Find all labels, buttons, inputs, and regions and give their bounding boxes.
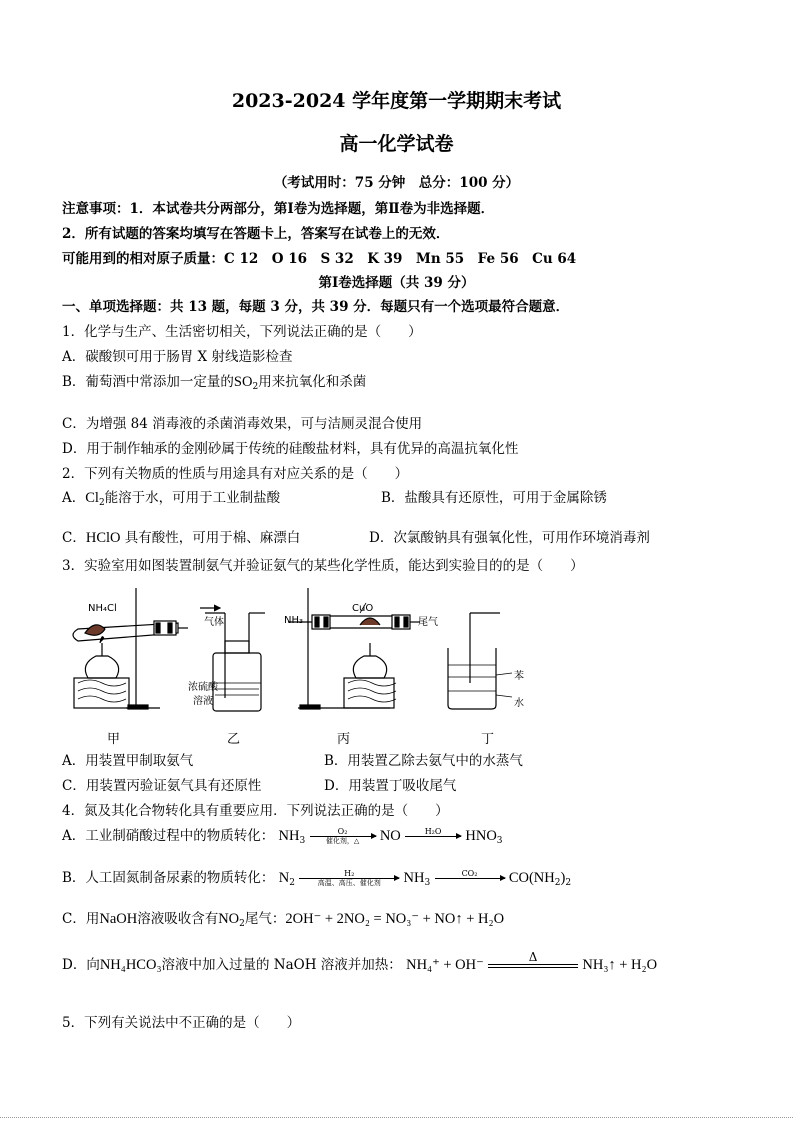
notes-line-2: 2．所有试题的答案均填写在答题卡上，答案写在试卷上的无效． [62,226,450,242]
q1-stem: 1．化学与生产、生活密切相关，下列说法正确的是（ ） [62,324,422,340]
bing-base-block [344,678,394,708]
q4-b-product-sub: 2 [554,878,561,888]
q4-a-pre: A．工业制硝酸过程中的物质转化： [62,828,275,844]
q4-a-hno3: HNO [465,828,497,844]
q4-option-c [62,910,504,933]
apparatus-drawing [60,583,520,743]
q4-c-equation: 2OH⁻ + 2NO₂ = NO₃⁻ + NO↑ + H₂O [285,911,505,927]
q4-a-hno3-sub: 3 [496,836,503,846]
q4-c-tail: 尾气： [244,911,286,927]
q4-d-condition [488,951,578,981]
jia-lamp [85,656,118,678]
exam-subtitle: 高一化学试卷 [339,133,454,155]
q3-option-b: B．用装置乙除去氨气中的水蒸气 [324,753,523,769]
q2-a-post: 能溶于水，可用于工业制盐酸 [104,490,281,506]
q1-option-a: A．碳酸钡可用于肠胃 X 射线造影检查 [62,349,293,365]
q4-b-arrow-1 [299,869,399,888]
label-nh4cl: NH₄Cl [88,603,117,614]
label-gas: 气体 [204,617,224,628]
q4-option-d [62,950,657,981]
q1-option-b [62,373,366,396]
q4-b-arrow1-under: 高温、高压、催化剂 [317,879,381,887]
q4-b-nh3-sub: 3 [424,878,431,888]
q4-b-n2-sub: 2 [289,878,295,888]
q4-b-arrow1-over: H₂ [344,869,355,878]
q4-b-arrow2-over: CO₂ [461,869,478,878]
q4-b-product-end: ) [560,870,566,886]
q4-a-arrow1-under: 催化剂，△ [325,837,360,845]
q4-d-pre: D．向 [62,957,100,973]
q1-option-c: C．为增强 84 消毒液的杀菌消毒效果，可与洁厕灵混合使用 [62,416,423,432]
q2-option-a [62,489,280,512]
page-bottom-rule [0,1117,793,1118]
q4-b-arrow-2 [435,869,505,888]
q3-option-d: D．用装置丁吸收尾气 [324,778,457,794]
q4-stem: 4．氮及其化合物转化具有重要应用．下列说法正确的是（ ） [62,803,449,819]
label-acid-2: 溶液 [193,696,213,707]
q1-b-pre: B．葡萄酒中常添加一定量的 [62,374,234,390]
yi-wash-bottle [213,653,261,711]
q4-c-no2: NO [218,911,240,927]
q4-d-rhs: NH₃↑ + H₂O [582,957,658,973]
q2-a-pre: A． [62,490,86,506]
q4-option-a [62,822,503,855]
q2-c-formula: HClO [85,530,121,546]
ding-beaker [448,648,496,709]
q4-d-salt: NH₄HCO₃ [99,957,162,973]
label-water: 水 [514,698,524,709]
q4-b-n2: N [278,870,290,886]
q4-b-product-sub2: 2 [565,878,572,888]
q4-a-arrow1-over: O₂ [337,827,348,836]
atomic-masses: 可能用到的相对原子质量：C 12 O 16 S 32 K 39 Mn 55 Fe 56 Cu 64 [62,251,577,267]
bing-lamp [353,656,386,678]
q4-a-nh3: NH [278,828,300,844]
exam-title: 2023-2024 学年度第一学期期末考试 [231,90,562,112]
q1-option-d: D．用于制作轴承的金刚砂属于传统的硅酸盐材料，具有优异的高温抗氧化性 [62,441,519,457]
fig-label-bing: 丙 [337,732,351,747]
q2-a-sub: 2 [98,498,105,508]
fig-label-ding: 丁 [481,732,495,747]
q3-option-c: C．用装置丙验证氨气具有还原性 [62,778,262,794]
q4-c-no2-sub: 2 [239,919,245,929]
apparatus-figure [60,583,524,743]
notes-line-1: 注意事项：1．本试卷共分两部分，第Ⅰ卷为选择题，第Ⅱ卷为非选择题． [62,201,495,217]
q4-a-arrow-2 [405,827,461,846]
label-acid-1: 浓硫酸 [188,682,218,693]
label-benzene: 苯 [514,671,524,682]
q4-c-naoh: NaOH [99,911,138,927]
q4-a-arrow2-over: H₂O [424,827,442,836]
q3-option-a: A．用装置甲制取氨气 [62,753,194,769]
fig-label-yi: 乙 [227,732,241,747]
q1-b-formula: SO [233,374,253,390]
q4-d-delta: Δ [528,949,538,964]
label-cuo: CuO [352,603,374,614]
q1-b-post: 用来抗氧化和杀菌 [258,374,367,390]
q4-a-nh3-sub: 3 [299,836,306,846]
q2-stem: 2．下列有关物质的性质与用途具有对应关系的是（ ） [62,466,409,482]
q4-c-mid: 溶液吸收含有 [137,911,219,927]
section-heading: 一、单项选择题：共 13 题，每题 3 分，共 39 分．每题只有一个选项最符合题意． [62,299,570,315]
q2-option-b: B．盐酸具有还原性，可用于金属除锈 [381,490,607,506]
q4-option-b [62,864,571,897]
q1-b-sub: 2 [252,382,259,392]
q4-d-lhs: NH₄⁺ + OH⁻ [406,957,484,973]
q2-option-d: D．次氯酸钠具有强氧化性，可用作环境消毒剂 [369,530,650,546]
q4-a-no: NO [379,828,401,844]
exam-info: （考试用时：75 分钟 总分：100 分） [273,175,520,191]
label-nh3: NH₃ [284,615,304,626]
fig-label-jia: 甲 [107,732,121,747]
q4-b-nh3: NH [403,870,425,886]
q4-a-arrow-1 [310,827,376,846]
q4-b-product: CO(NH [508,870,555,886]
q2-a-formula: Cl [85,490,99,506]
q4-c-pre: C．用 [62,911,100,927]
q2-c-post: 具有酸性，可用于棉、麻漂白 [124,530,301,546]
q5-stem: 5．下列有关说法中不正确的是（ ） [62,1015,301,1031]
part-title: 第Ⅰ卷选择题（共 39 分） [318,275,475,291]
q4-b-pre: B．人工固氮制备尿素的物质转化： [62,870,275,886]
q4-d-mid: 溶液中加入过量的 NaOH 溶液并加热： [161,957,402,973]
q2-c-pre: C． [62,530,86,546]
q2-option-c [62,529,300,547]
q3-stem: 3．实验室用如图装置制氨气并验证氨气的某些化学性质，能达到实验目的的是（ ） [62,558,584,574]
label-tail-gas: 尾气 [418,617,438,628]
